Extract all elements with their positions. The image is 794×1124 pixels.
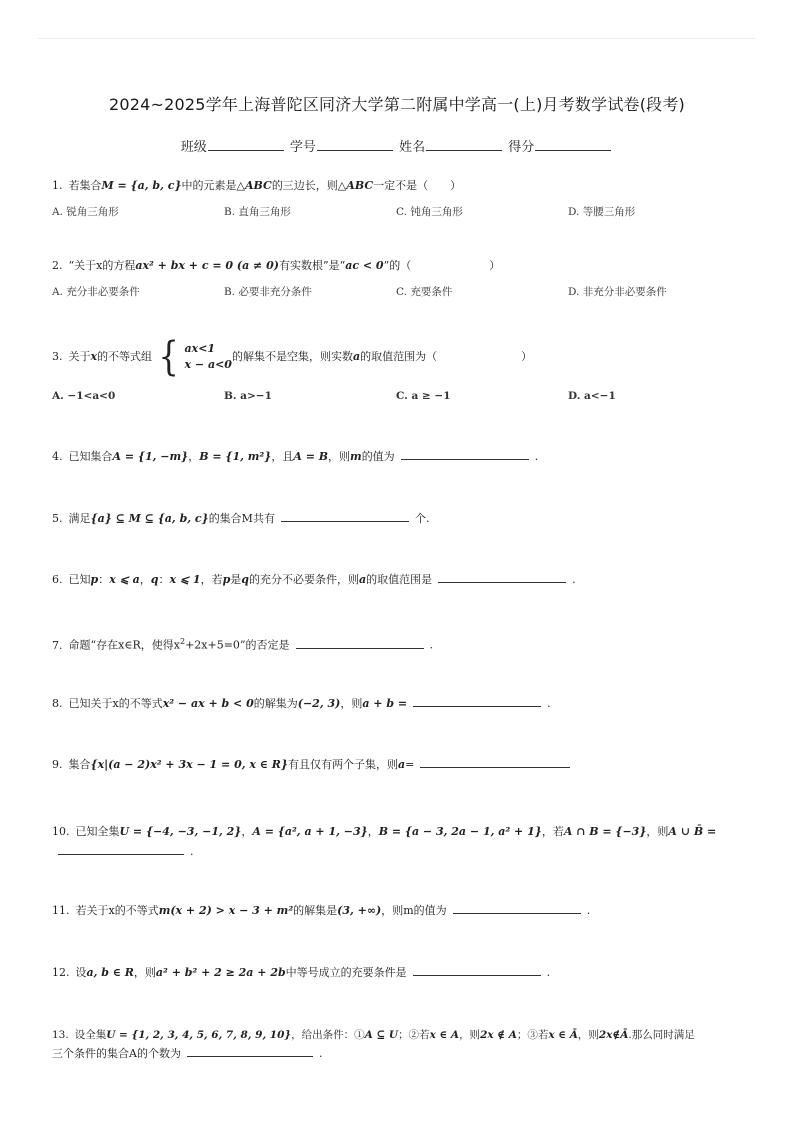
q-math: q [241,573,249,586]
answer-blank[interactable] [296,638,424,649]
question-7-stem [52,634,748,654]
q-text: ，则 [340,697,363,710]
name-blank[interactable] [426,139,502,151]
question-12-stem [52,965,748,981]
q-text: 有实数根”是“ [278,259,346,272]
q-math: p [222,573,231,586]
q-text: 的取值范围为（ [360,350,438,363]
q-text: ， [367,825,379,838]
q-math: B = {a − 3, 2a − 1, a² + 1} [378,825,542,838]
q-math: a, b ∈ R [86,966,134,979]
question-10-stem-line2 [52,844,748,860]
q-text: ，则 [133,966,156,979]
class-label: 班级 [180,140,207,155]
q-math: ABC [245,179,272,192]
q-text: = [405,758,415,771]
option-d[interactable]: D. 等腰三角形 [568,206,636,218]
question-9-stem [52,757,748,773]
q-math: ax² + bx + c = 0 (a ≠ 0) [135,259,279,272]
q-text: 命题“存在x∈R，使得x [68,638,180,652]
q-text: ，则 [459,1029,481,1041]
q-math: x ⩽ 1 [169,573,201,586]
student-info-row [0,136,794,155]
q-text: 中的元素是△ [181,179,246,192]
q-text: 的不等式组 [97,350,153,363]
question-11-stem [52,903,748,919]
q-text: . [546,966,551,979]
question-6 [52,572,748,588]
question-1-stem [52,178,748,194]
question-number: 11. [52,904,70,917]
superscript: 2 [179,637,186,646]
q-math: 2x ∉ A [480,1029,517,1041]
answer-blank[interactable] [187,1046,313,1057]
q-text: “关于x的方程 [68,259,136,272]
question-number: 6. [52,573,63,586]
option-c[interactable]: C. a ≥ −1 [396,390,451,402]
q-text: . [586,904,591,917]
q-text: ，且 [271,450,294,463]
q-text: 集合 [68,758,91,771]
q-math: a [352,350,361,363]
q-text: ，则m的值为 [381,904,447,917]
question-5 [52,511,748,527]
q-math: x [90,350,98,363]
question-number: 7. [52,638,63,652]
q-text: 三个条件的集合A的个数为 [52,1047,181,1060]
q-text: ；②若 [398,1029,430,1041]
question-3-options [52,388,748,404]
score-label: 得分 [508,140,535,155]
name-label: 姓名 [399,140,426,155]
answer-blank[interactable] [58,844,184,855]
q-math: m [350,450,362,463]
option-d[interactable]: D. a<−1 [568,390,616,402]
q-math: x ∈ Ā [548,1029,578,1041]
q-math: M = {a, b, c} [101,179,182,192]
q-math: ABC [346,179,374,192]
question-9 [52,757,748,773]
q-text: ， [139,573,151,586]
q-math: q [150,573,159,586]
option-d[interactable]: D. 非充分非必要条件 [568,286,667,298]
q-math: 2x∉Ā [598,1029,629,1041]
question-4 [52,449,748,465]
q-math: A = {a², a + 1, −3} [252,825,368,838]
score-blank[interactable] [535,139,611,151]
q-text: 设 [75,966,87,979]
q-math: a [358,573,367,586]
q-math: A = {1, −m} [112,450,189,463]
question-1-options [52,204,748,220]
question-2-options [52,284,748,300]
q-math: A ∩ B = {−3} [563,825,647,838]
q-text: . [190,845,194,858]
q-text: 的取值范围是 [366,573,433,586]
question-13-stem [52,1027,748,1043]
q-text: . [547,697,551,710]
question-7 [52,634,748,654]
q-math: ac < 0 [345,259,384,272]
q-text: ，若 [200,573,223,586]
q-text: 的集合M共有 [208,512,275,525]
q-text: 的解集为 [253,697,298,710]
exam-title: 2024~2025学年上海普陀区同济大学第二附属中学高一(上)月考数学试卷(段考) [108,95,685,114]
option-a[interactable]: A. −1<a<0 [52,390,116,402]
q-text: 的值为 [361,450,395,463]
q-math: A ⊆ U [364,1029,399,1041]
q-text: 的解集是 [293,904,338,917]
question-number: 3. [52,350,63,363]
q-text: ， [188,450,200,463]
answer-blank[interactable] [401,449,529,460]
q-text: ， [241,825,253,838]
q-text: ，则 [646,825,669,838]
option-b[interactable]: B. 必要非充分条件 [224,286,312,298]
question-3-stem [52,334,748,380]
inequality-rows [185,341,232,373]
answer-blank[interactable] [281,511,409,522]
q-text: 中等号成立的充要条件是 [285,966,407,979]
q-text: 已知全集 [75,825,120,838]
question-number: 10. [52,825,70,838]
inequality-row-2: x − a<0 [184,358,232,371]
class-blank[interactable] [208,139,284,151]
q-text: 已知 [68,573,91,586]
q-text: 设全集 [74,1029,107,1041]
inequality-row-1: ax<1 [184,342,216,355]
question-8 [52,696,748,712]
q-math: (−2, 3) [297,697,341,710]
answer-blank[interactable] [420,757,570,768]
id-label: 学号 [289,140,316,155]
q-math: U = {−4, −3, −1, 2} [119,825,242,838]
q-text: . [572,573,576,586]
q-text: . [318,1047,323,1060]
q-text: ，则 [577,1029,599,1041]
q-text: ： [158,573,170,586]
q-text: ；③若 [516,1029,549,1041]
q-math: x ⩽ a [109,573,140,586]
question-1 [52,178,748,220]
q-text: ”的（ [383,259,412,272]
q-text: ） [489,259,501,272]
question-11 [52,903,748,919]
q-text: 已知关于x的不等式 [68,697,163,710]
answer-blank[interactable] [438,572,566,583]
option-b[interactable]: B. 直角三角形 [224,206,291,218]
q-math: U = {1, 2, 3, 4, 5, 6, 7, 8, 9, 10} [106,1029,292,1041]
q-text: +2x+5=0”的否定是 [185,638,290,652]
q-text: 有且仅有两个子集，则 [287,758,398,771]
answer-blank[interactable] [453,903,581,914]
option-c[interactable]: C. 充要条件 [396,286,453,298]
q-text: 是 [230,573,242,586]
q-text: ： [98,573,110,586]
q-math: p [90,573,99,586]
question-number: 2. [52,259,63,272]
question-8-stem [52,696,748,712]
question-3 [52,334,748,404]
q-text: 若关于x的不等式 [75,904,159,917]
question-number: 8. [52,697,63,710]
question-13 [52,1027,748,1062]
q-math: {a} ⊆ M ⊆ {a, b, c} [90,512,209,525]
option-a[interactable]: A. 锐角三角形 [52,206,119,218]
answer-blank[interactable] [413,965,541,976]
id-blank[interactable] [317,139,393,151]
q-text: ，若 [541,825,564,838]
question-10 [52,824,748,860]
question-10-stem [52,824,748,840]
answer-blank[interactable] [413,696,541,707]
q-text: 已知集合 [68,450,113,463]
question-2 [52,258,748,300]
q-math: a² + b² + 2 ≥ 2a + 2b [155,966,286,979]
q-math: A ∪ B̄ = [668,825,717,838]
q-text: . [429,638,434,652]
option-b[interactable]: B. a>−1 [224,390,272,402]
q-text: 的解集不是空集，则实数 [231,350,353,363]
q-text: 的充分不必要条件，则 [248,573,359,586]
q-text: 满足 [68,512,91,525]
question-12 [52,965,748,981]
question-number: 5. [52,512,63,525]
q-text: ，则 [328,450,351,463]
option-c[interactable]: C. 钝角三角形 [396,206,463,218]
q-math: (3, +∞) [337,904,382,917]
question-number: 12. [52,966,70,979]
q-text: 若集合 [68,179,102,192]
question-number: 1. [52,179,63,192]
q-math: B = {1, m²} [199,450,272,463]
q-text: .那么同时满足 [628,1029,695,1041]
question-number: 4. [52,450,63,463]
q-text: ，给出条件：① [291,1029,365,1041]
q-text: 的三边长，则△ [271,179,347,192]
page-top-rule [38,38,756,39]
q-text: 关于 [68,350,91,363]
inequality-system [156,334,232,380]
question-5-stem [52,511,748,527]
q-math: x² − ax + b < 0 [162,697,254,710]
q-math: a [397,758,406,771]
question-4-stem [52,449,748,465]
q-math: m(x + 2) > x − 3 + m² [158,904,294,917]
q-math: x ∈ A [429,1029,460,1041]
question-6-stem [52,572,748,588]
q-math: A = B [293,450,329,463]
q-text: 个. [414,512,430,525]
question-2-stem [52,258,748,274]
question-number: 9. [52,758,63,771]
q-text: ） [521,350,533,363]
q-math: {x|(a − 2)x² + 3x − 1 = 0, x ∈ R} [90,758,288,771]
q-text: 一定不是（ ） [373,179,462,192]
q-math: a + b = [362,697,408,710]
left-brace: { [158,334,179,380]
question-13-stem-line2 [52,1046,748,1062]
option-a[interactable]: A. 充分非必要条件 [52,286,140,298]
q-text: . [534,450,539,463]
question-number: 13. [52,1029,69,1041]
